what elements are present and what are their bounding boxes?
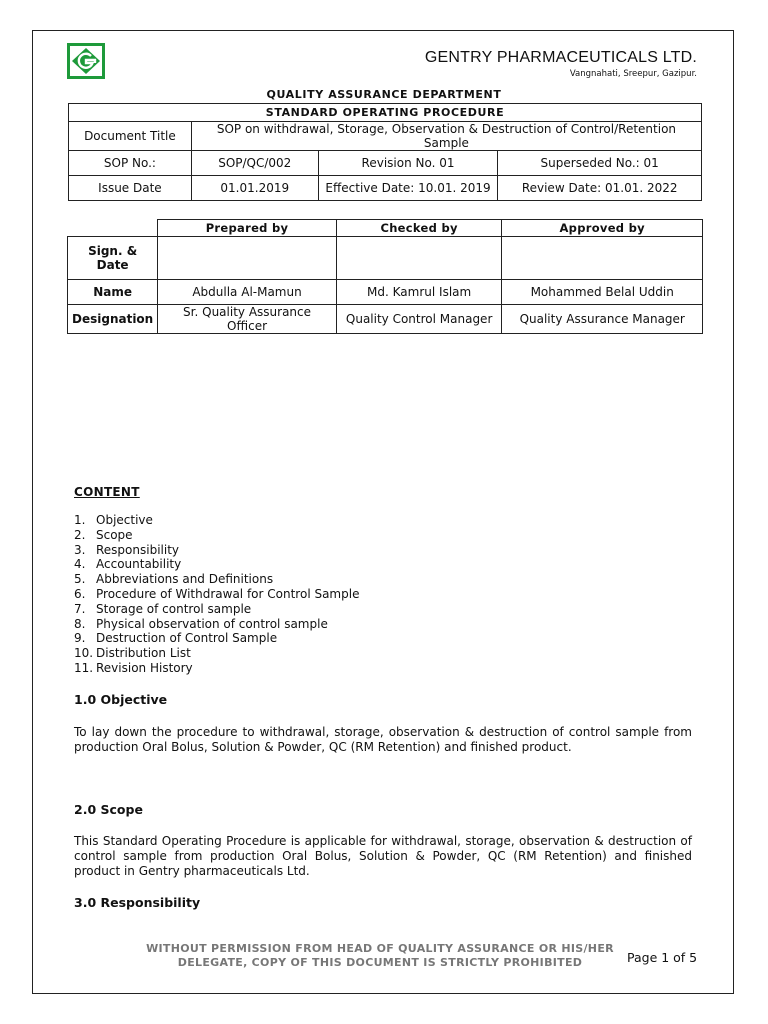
approval-table [67, 219, 703, 334]
list-item [74, 543, 694, 558]
toc-item-label: Abbreviations and Definitions [96, 572, 274, 587]
toc-item-number: 10. [74, 646, 94, 661]
sop-info-table [68, 103, 702, 201]
list-item [74, 646, 694, 661]
checked-designation: Quality Control Manager [336, 305, 502, 334]
list-item [74, 513, 694, 528]
document-title-value: SOP on withdrawal, Storage, Observation & Destruction of Control/Retention Sample [191, 122, 701, 151]
list-item [74, 631, 694, 646]
list-item [74, 528, 694, 543]
sop-no-value: SOP/QC/002 [191, 151, 318, 176]
company-address: Vangnahati, Sreepur, Gazipur. [569, 69, 697, 79]
toc-item-label: Scope [96, 527, 133, 542]
effective-date: Effective Date: 10.01. 2019 [318, 176, 498, 201]
list-item [74, 617, 694, 632]
objective-heading: 1.0 Objective [74, 692, 168, 707]
approved-by-header: Approved by [502, 220, 703, 237]
company-header [425, 49, 697, 79]
toc-item-label: Destruction of Control Sample [96, 631, 278, 646]
toc-item-number: 7. [74, 601, 86, 616]
review-date: Review Date: 01.01. 2022 [498, 176, 702, 201]
company-name: GENTRY PHARMACEUTICALS LTD. [424, 49, 697, 66]
table-of-contents [74, 513, 694, 676]
approved-designation: Quality Assurance Manager [502, 305, 703, 334]
toc-item-label: Responsibility [96, 542, 180, 557]
prepared-sign-cell [158, 237, 337, 280]
scope-text: This Standard Operating Procedure is applicable for withdrawal, storage, observation & destruction of control sample from production Oral Bolus, Solution & Powder, QC (RM Retention) and finished product in Gentry pharmaceuticals Ltd. [74, 834, 692, 878]
checked-name: Md. Kamrul Islam [336, 280, 502, 305]
prepared-designation: Sr. Quality Assurance Officer [158, 305, 337, 334]
superseded-no: Superseded No.: 01 [498, 151, 702, 176]
notice-line-1: WITHOUT PERMISSION FROM HEAD OF QUALITY ASSURANCE OR HIS/HER [146, 942, 614, 955]
name-label: Name [68, 280, 158, 305]
toc-item-label: Distribution List [96, 646, 191, 661]
list-item [74, 602, 694, 617]
sop-heading: STANDARD OPERATING PROCEDURE [69, 104, 702, 122]
toc-item-label: Storage of control sample [96, 601, 252, 616]
responsibility-heading: 3.0 Responsibility [74, 895, 201, 910]
issue-date-label: Issue Date [69, 176, 192, 201]
toc-item-label: Objective [96, 513, 153, 527]
list-item [74, 572, 694, 587]
toc-item-number: 3. [74, 542, 86, 557]
sop-no-label: SOP No.: [69, 151, 192, 176]
toc-item-label: Physical observation of control sample [96, 616, 328, 631]
toc-item-number: 8. [74, 616, 86, 631]
toc-item-number: 5. [74, 572, 86, 587]
scope-heading: 2.0 Scope [74, 802, 143, 817]
toc-item-number: 2. [74, 527, 86, 542]
toc-item-number: 6. [74, 586, 86, 601]
toc-item-number: 4. [74, 557, 86, 572]
checked-sign-cell [336, 237, 502, 280]
gentry-g-logo-icon [66, 42, 106, 80]
list-item [74, 587, 694, 602]
toc-item-number: 11. [74, 660, 94, 675]
department-title: QUALITY ASSURANCE DEPARTMENT [266, 88, 502, 101]
toc-item-label: Revision History [96, 660, 193, 675]
approved-name: Mohammed Belal Uddin [502, 280, 703, 305]
designation-label: Designation [68, 305, 158, 334]
content-section [74, 485, 694, 676]
issue-date-value: 01.01.2019 [191, 176, 318, 201]
content-title: CONTENT [74, 485, 140, 499]
objective-text: To lay down the procedure to withdrawal, storage, observation & destruction of control sample from production Oral Bolus, Solution & Powder, QC (RM Retention) and finished product. [74, 725, 692, 754]
notice-line-2: DELEGATE, COPY OF THIS DOCUMENT IS STRICTLY PROHIBITED [177, 956, 583, 969]
sign-date-label: Sign. & Date [68, 237, 158, 280]
copy-restriction-notice [140, 942, 620, 970]
blank-corner-cell [68, 220, 158, 237]
toc-item-number: 1. [74, 513, 86, 527]
page-number: Page 1 of 5 [627, 950, 698, 965]
toc-item-label: Procedure of Withdrawal for Control Sample [96, 586, 360, 601]
checked-by-header: Checked by [336, 220, 502, 237]
approved-sign-cell [502, 237, 703, 280]
list-item [74, 661, 694, 676]
document-title-label: Document Title [69, 122, 192, 151]
toc-item-label: Accountability [96, 557, 182, 572]
toc-item-number: 9. [74, 631, 86, 646]
prepared-name: Abdulla Al-Mamun [158, 280, 337, 305]
list-item [74, 557, 694, 572]
prepared-by-header: Prepared by [158, 220, 337, 237]
revision-no: Revision No. 01 [318, 151, 498, 176]
